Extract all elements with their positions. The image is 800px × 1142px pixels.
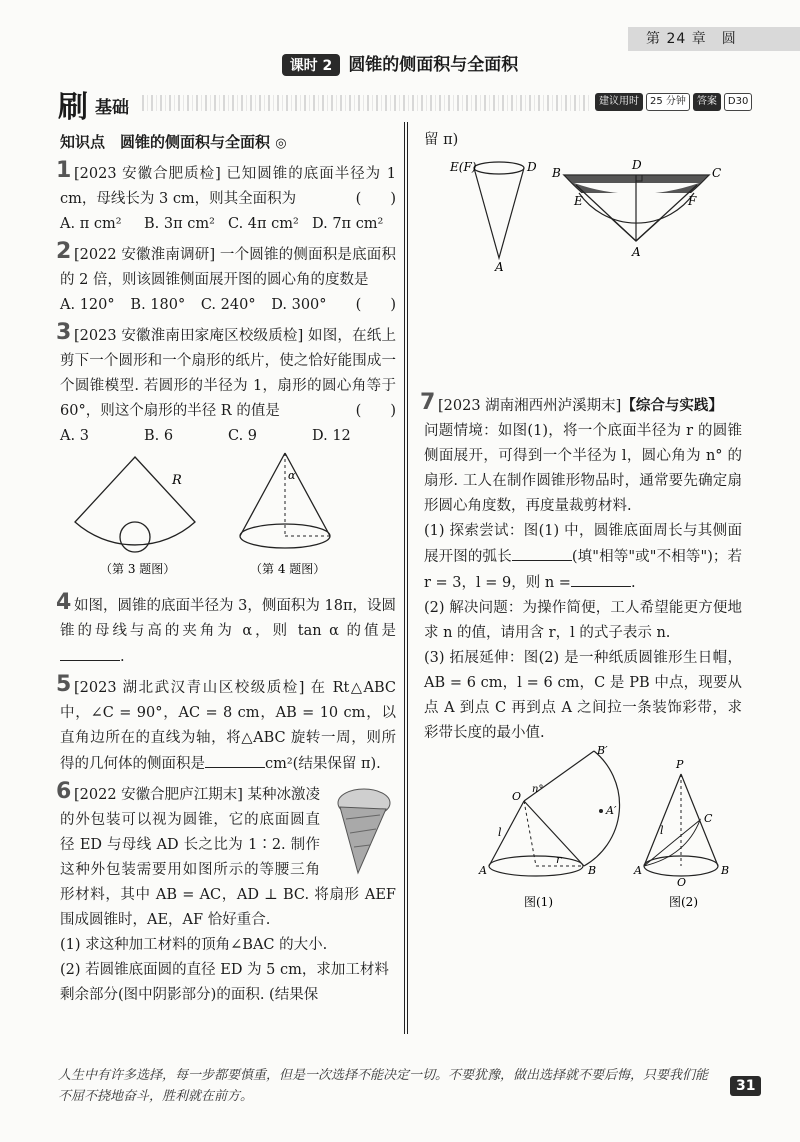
question-4: [56, 590, 396, 670]
figures-3-4: [60, 449, 396, 579]
question-1: [56, 158, 396, 237]
label-l: l: [498, 826, 502, 839]
page-title: [0, 50, 800, 76]
sector-shape: [75, 457, 195, 545]
sub-question-1: (1) 求这种加工材料的顶角∠BAC 的大小.: [60, 937, 328, 953]
radius-label: R: [172, 473, 182, 488]
footer-motto: 人生中有许多选择，每一步都要慎重，但是一次选择不能决定一切。不要犹豫，做出选择就不要后悔，只要我们能不屈不挠地奋斗，胜利就在前方。: [58, 1068, 709, 1104]
question-number: 6: [56, 779, 72, 804]
page-number: 31: [730, 1076, 761, 1096]
option-d: D. 300°: [271, 297, 327, 313]
label-a: A: [479, 864, 487, 877]
sub-question-2: (2) 解决问题：为操作简便，工人希望能更方便地求 n 的值，请用含 r，l 的式子表示 n.: [424, 600, 742, 641]
question-text: 如图，圆锥的底面半径为 3，侧面积为 18π，设圆锥的母线与高的夹角为 α，则 tan α 的值是: [60, 598, 396, 639]
label-b: B: [552, 166, 561, 180]
sub-question-text: (填"相等"或"不相等")；若 r = 3，l = 9，则 n =: [424, 549, 743, 591]
label-l: l: [660, 824, 664, 837]
brush-icon: 刷: [58, 90, 88, 125]
option-a: A. 3: [60, 428, 89, 444]
label-b: B: [721, 864, 730, 877]
option-b: B. 6: [144, 428, 174, 444]
option-c: C. 4π cm²: [228, 216, 299, 232]
sub-question-text: (1) 探索尝试：图(1) 中，圆锥底面周长与其侧面展开图的弧长: [424, 523, 742, 565]
option-c: C. 240°: [200, 297, 256, 313]
question-tail: .: [120, 649, 125, 665]
question-text: [2022 安徽合肥庐江期末] 某种冰激凌的外包装可以视为圆锥，它的底面圆直径 ED 与母线 AD 长之比为 1∶2. 制作这种外包装需要用如图所示的等腰三角形材料，其中 AB = AC，AD ⊥ BC. 将扇形 AEF 围成圆锥时，AE，AF 恰好重合.: [60, 787, 396, 928]
options: [60, 293, 342, 318]
label-b-prime: B′: [597, 746, 608, 757]
question-number: 5: [56, 672, 72, 697]
label-b: B: [588, 864, 597, 877]
question-6-continued: 留 π): [424, 132, 459, 148]
figure-7-1: [478, 746, 620, 909]
section-title: 知识点 圆锥的侧面积与全面积: [60, 133, 271, 151]
question-5: [56, 672, 396, 777]
figure-4: [240, 453, 330, 576]
label-ef: E(F): [450, 160, 477, 174]
option-b: B. 180°: [130, 297, 186, 313]
figure-3: [75, 457, 195, 576]
answer-label: 答案: [693, 93, 721, 111]
question-number: 4: [56, 590, 72, 615]
question-6: [56, 779, 396, 1008]
time-box: [595, 93, 752, 111]
chapter-tab: 第 24 章 圆: [628, 27, 800, 51]
question-text: [2023 湖北武汉青山区校级质检] 在 Rt△ABC 中，∠C = 90°，AC = 8 cm，AB = 10 cm，以直角边所在的直线为轴，将△ABC 旋转一周，则所得的几何体的侧面积是: [60, 680, 396, 772]
label-f: F: [688, 194, 697, 208]
option-d: D. 12: [312, 428, 351, 444]
option-c: C. 9: [228, 428, 258, 444]
question-source: [2023 湖南湘西州泸溪期末]: [438, 398, 622, 414]
option-b: B. 3π cm²: [144, 216, 215, 232]
figure-caption: 图(1): [524, 895, 553, 909]
decorative-band: [142, 95, 592, 111]
section-heading: [60, 130, 396, 156]
lesson-label: 课时 2: [282, 54, 341, 76]
question-number: 7: [420, 390, 436, 415]
target-icon: ◎: [275, 136, 287, 151]
answer-value: D30: [724, 93, 752, 111]
question-7: [420, 390, 743, 925]
label-a-prime: A′: [606, 804, 617, 817]
answer-paren: ( ): [355, 297, 396, 313]
label-a: A: [634, 864, 642, 877]
answer-blank: [571, 570, 631, 587]
question-2: [56, 239, 396, 318]
answer-blank: [512, 544, 572, 561]
options: [60, 424, 396, 449]
sub-question-1: (1) 探索尝试：图(1) 中，圆锥底面周长与其侧面展开图的弧长 (填"相等"或"不相等")；若 r = 3，l = 9，则 n = .: [424, 523, 743, 591]
angle-label: α: [288, 469, 296, 482]
base-circle: [120, 522, 150, 552]
figure-7-2: [633, 758, 729, 909]
lesson-title: 圆锥的侧面积与全面积: [348, 55, 519, 75]
question-intro: 问题情境：如图(1)，将一个底面半径为 r 的圆锥侧面展开，可得到一个半径为 l，圆心角为 n° 的扇形. 工人在制作圆锥形物品时，通常要先确定扇形圆心角度数，再度量裁剪材料.: [424, 423, 742, 514]
right-column: [420, 128, 743, 931]
figure-caption: （第 4 题图）: [250, 562, 326, 576]
question-text: [2022 安徽淮南调研] 一个圆锥的侧面积是底面积的 2 倍，则该圆锥侧面展开图的圆心角的度数是: [60, 247, 396, 288]
question-text: [2023 安徽合肥质检] 已知圆锥的底面半径为 1 cm，母线长为 3 cm，则其全面积为: [60, 166, 396, 207]
figure-6: [424, 153, 742, 273]
label-p: P: [676, 758, 684, 771]
label-o: O: [512, 790, 522, 803]
figure-caption: 图(2): [669, 895, 698, 909]
question-text: [2023 安徽淮南田家庵区校级质检] 如图，在纸上剪下一个圆形和一个扇形的纸片，使之恰好能围成一个圆锥模型. 若圆形的半径为 1，扇形的圆心角等于 60°，则这个扇形的半径 R 的值是: [60, 328, 396, 419]
figures-7: [424, 746, 742, 916]
sub-question-2: (2) 若圆锥底面圆的直径 ED 为 5 cm，求加工材料剩余部分(图中阴影部分)的面积. (结果保: [60, 962, 389, 1003]
option-d: D. 7π cm²: [312, 216, 384, 232]
time-label: 建议用时: [595, 93, 643, 111]
question-tail: cm²(结果保留 π).: [265, 756, 381, 772]
label-d: D: [527, 160, 537, 174]
answer-paren: ( ): [355, 191, 396, 207]
label-r: r: [556, 853, 562, 866]
question-tag: 【综合与实践】: [621, 398, 723, 414]
left-column: [56, 128, 396, 1014]
cone-diagram: [449, 160, 537, 273]
label-o: O: [677, 876, 687, 889]
time-value: 25 分钟: [646, 93, 690, 111]
label-a: A: [495, 260, 504, 273]
figure-caption: （第 3 题图）: [100, 562, 176, 576]
answer-paren: ( ): [355, 403, 396, 419]
label-e: E: [574, 194, 583, 208]
question-number: 1: [56, 158, 72, 183]
option-a: A. π cm²: [60, 216, 122, 232]
level-label: 基础: [95, 98, 129, 118]
ice-cream-icon: [326, 785, 396, 877]
label-a: A: [632, 245, 641, 259]
sub-question-3: (3) 拓展延伸：图(2) 是一种纸质圆锥形生日帽，AB = 6 cm，l = 6 cm，C 是 PB 中点，现要从点 A 到点 C 再到点 A 之间拉一条装饰彩带，求彩带长度的最小值.: [424, 650, 742, 741]
label-c: C: [704, 812, 713, 825]
label-n: n°: [532, 784, 544, 795]
answer-blank: [205, 751, 265, 768]
option-a: A. 120°: [60, 297, 115, 313]
label-c: C: [712, 166, 722, 180]
column-divider: [404, 122, 405, 1034]
label-d: D: [632, 158, 642, 172]
question-number: 3: [56, 320, 72, 345]
question-3: [56, 320, 396, 588]
column-divider: [407, 122, 408, 1034]
answer-blank: [60, 644, 120, 661]
question-number: 2: [56, 239, 72, 264]
options: [60, 212, 396, 237]
triangle-diagram: [551, 158, 721, 259]
